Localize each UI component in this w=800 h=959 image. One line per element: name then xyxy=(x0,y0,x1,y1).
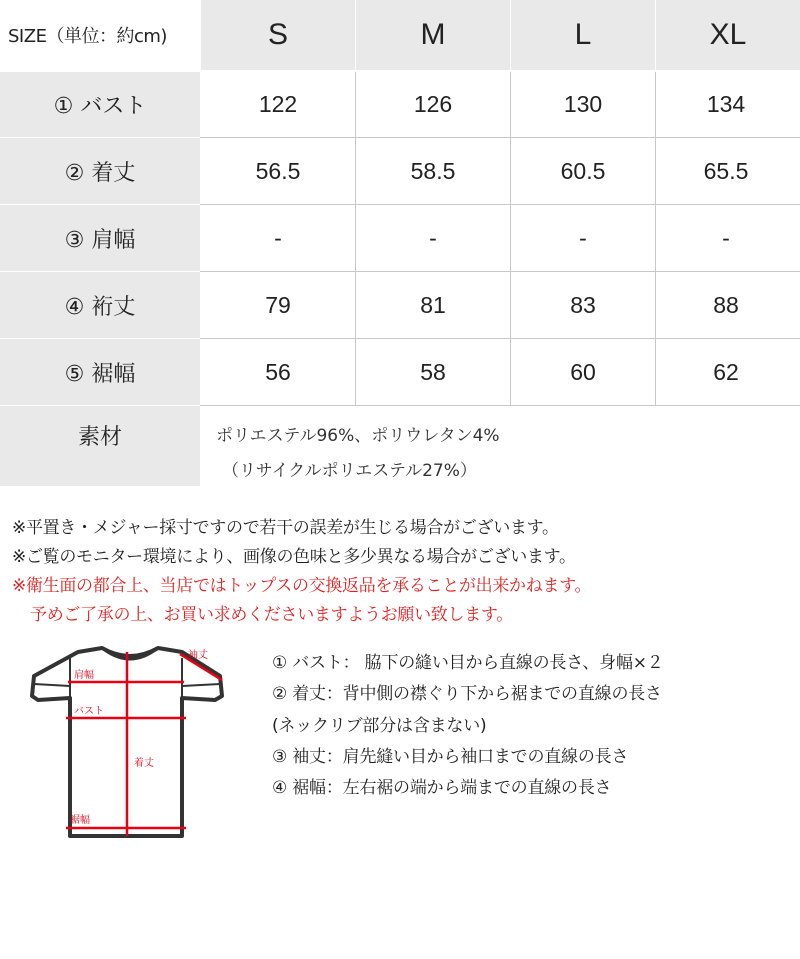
note-apology: 予めご了承の上、お買い求めくださいますようお願い致します。 xyxy=(30,605,513,625)
cell-bust-m: 126 xyxy=(413,91,453,117)
row-label-length: ② 着丈 xyxy=(0,138,200,204)
cell-hem-m: 58 xyxy=(420,358,446,385)
legend-sleeve: ③ 袖丈：肩先縫い目から袖口までの直線の長さ xyxy=(272,747,629,767)
row-label-material: 素材 xyxy=(0,406,200,486)
cell-hem-l: 60 xyxy=(570,358,596,385)
tshirt-measurement-diagram xyxy=(20,638,240,843)
row-label-shoulder: ③ 肩幅 xyxy=(0,205,200,271)
legend-bust: ① バスト： 脇下の縫い目から直線の長さ、身幅×２ xyxy=(272,653,664,673)
cell-length-l: 60.5 xyxy=(560,157,606,184)
tshirt-outline-icon xyxy=(20,638,240,843)
legend-hem: ④ 裾幅：左右裾の端から端までの直線の長さ xyxy=(272,778,612,798)
row-label-bust: ① バスト xyxy=(0,72,200,137)
cell-sleeve-m: 81 xyxy=(420,291,446,318)
cell-shoulder-m: - xyxy=(429,224,437,251)
cell-length-m: 58.5 xyxy=(410,157,456,184)
diagram-label-hem: 裾幅 xyxy=(70,815,90,826)
note-measurement: ※平置き・メジャー採寸ですので若干の誤差が生じる場合がございます。 xyxy=(12,518,559,538)
cell-sleeve-xl: 88 xyxy=(713,291,739,318)
cell-bust-l: 130 xyxy=(563,91,603,117)
cell-bust-xl: 134 xyxy=(706,91,746,117)
cell-hem-xl: 62 xyxy=(713,358,739,385)
diagram-label-shoulder: 肩幅 xyxy=(74,670,94,681)
material-line-1: ポリエステル96%、ポリウレタン4% xyxy=(216,426,500,446)
cell-length-xl: 65.5 xyxy=(703,157,749,184)
cell-length-s: 56.5 xyxy=(255,157,301,184)
diagram-label-length: 着丈 xyxy=(134,758,154,769)
size-header-xl: XL xyxy=(656,0,800,70)
row-label-hem: ⑤ 裾幅 xyxy=(0,339,200,405)
diagram-label-sleeve: 袖丈 xyxy=(188,650,208,661)
cell-shoulder-l: - xyxy=(579,224,587,251)
cell-sleeve-l: 83 xyxy=(570,291,596,318)
cell-sleeve-s: 79 xyxy=(265,291,291,318)
cell-shoulder-s: - xyxy=(274,224,282,251)
legend-length-note: (ネックリブ部分は含まない) xyxy=(272,716,487,736)
row-label-sleeve: ④ 裄丈 xyxy=(0,272,200,338)
note-monitor: ※ご覧のモニター環境により、画像の色味と多少異なる場合がございます。 xyxy=(12,547,576,567)
material-line-2: （リサイクルポリエステル27%） xyxy=(222,461,477,481)
size-header-l: L xyxy=(511,0,655,70)
cell-shoulder-xl: - xyxy=(722,224,730,251)
diagram-label-bust: バスト xyxy=(74,706,104,717)
note-return-policy: ※衛生面の都合上、当店ではトップスの交換返品を承ることが出来かねます。 xyxy=(12,576,592,596)
size-header-s: S xyxy=(201,0,355,70)
size-unit-label: SIZE（単位：約cm) xyxy=(0,0,200,70)
size-header-m: M xyxy=(356,0,510,70)
legend-length: ② 着丈：背中側の襟ぐり下から裾までの直線の長さ xyxy=(272,684,662,704)
cell-hem-s: 56 xyxy=(265,358,291,385)
cell-bust-s: 122 xyxy=(258,91,298,117)
